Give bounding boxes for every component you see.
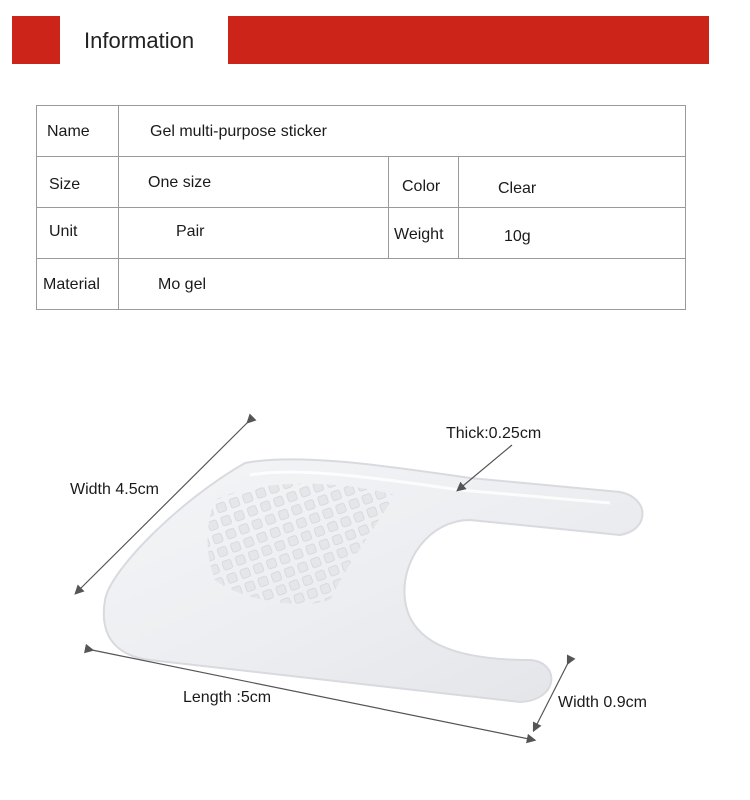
color-label: Color	[402, 178, 441, 195]
unit-value: Pair	[176, 223, 205, 240]
section-title: Information	[84, 28, 195, 53]
header-accent-block	[12, 16, 60, 64]
weight-value: 10g	[504, 228, 531, 245]
width-large-label: Width 4.5cm	[70, 481, 159, 498]
size-label: Size	[49, 176, 81, 193]
length-label: Length :5cm	[183, 689, 272, 706]
column-divider	[118, 106, 119, 309]
name-value: Gel multi-purpose sticker	[150, 123, 327, 140]
name-label: Name	[47, 123, 90, 140]
unit-label: Unit	[49, 223, 78, 240]
weight-label: Weight	[394, 226, 444, 243]
info-table	[36, 105, 686, 310]
row-divider	[37, 258, 685, 259]
column-divider	[458, 156, 459, 258]
thick-label: Thick:0.25cm	[446, 425, 542, 442]
header-accent-bar	[228, 16, 709, 64]
row-divider	[37, 156, 685, 157]
product-illustration	[0, 380, 750, 780]
row-divider	[37, 207, 685, 208]
size-value: One size	[148, 174, 212, 191]
column-divider	[388, 156, 389, 258]
material-label: Material	[43, 276, 100, 293]
material-value: Mo gel	[158, 276, 207, 293]
color-value: Clear	[498, 180, 537, 197]
width-small-label: Width 0.9cm	[558, 694, 647, 711]
